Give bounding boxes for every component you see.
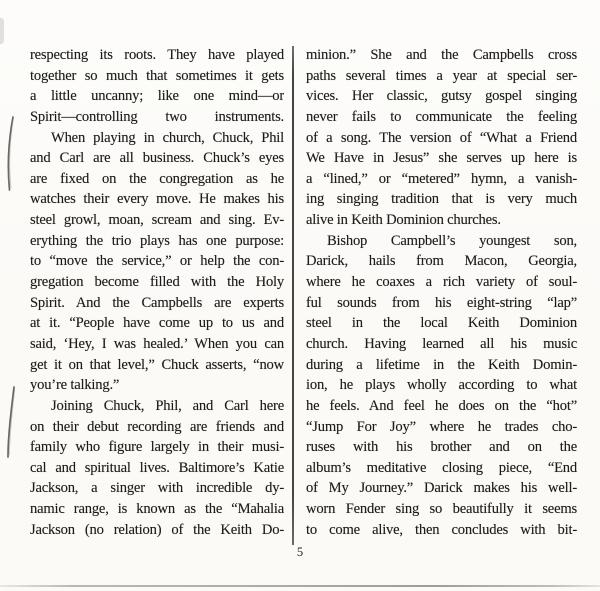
- text-line: during a lifetime in the Keith Domin-: [306, 356, 577, 373]
- text-line: a little uncanny; like one mind—or: [30, 88, 284, 105]
- scan-edge-smudge: [0, 18, 4, 44]
- text-line: a “lined,” or “metered” hymn, a vanish-: [306, 170, 577, 187]
- booklet-binding-marks-icon: [0, 0, 22, 591]
- text-line: to come alive, then concludes with bit-: [306, 521, 577, 538]
- text-line: Darick, hails from Macon, Georgia,: [306, 253, 577, 270]
- page-bottom-edge-line: [0, 585, 600, 587]
- text-line: on their debut recording are friends and: [30, 418, 284, 435]
- text-line: where he coaxes a rich variety of soul-: [306, 274, 577, 291]
- text-line: never fails to communicate the feeling: [306, 108, 577, 125]
- text-line: When playing in church, Chuck, Phil: [51, 129, 284, 146]
- text-line: cal and spiritual lives. Baltimore’s Katie: [30, 459, 284, 476]
- text-line: get it on that level,” Chuck asserts, “now: [30, 356, 284, 373]
- text-column-right: [306, 45, 577, 540]
- text-line: ion, he plays wholly according to what: [306, 377, 577, 394]
- text-line: ruses with his brother and on the: [306, 439, 577, 456]
- text-line: are fixed on the congregation as he: [30, 170, 284, 187]
- text-line: you’re talking.”: [30, 377, 120, 394]
- text-line: steel growl, moan, scream and sing. Ev-: [30, 212, 284, 229]
- text-line: of My Journey.” Darick makes his well-: [306, 480, 577, 497]
- text-line: namic range, is known as the “Mahalia: [30, 501, 284, 518]
- text-line: church. Having learned all his music: [306, 335, 577, 352]
- text-line: family who figure largely in their musi-: [30, 439, 284, 456]
- text-line: worn Fender sing so beautifully it seems: [306, 501, 577, 518]
- text-line: steel in the local Keith Dominion: [306, 315, 577, 332]
- text-line: ful sounds from his eight-string “lap”: [306, 294, 577, 311]
- text-line: respecting its roots. They have played: [30, 47, 284, 63]
- text-line: alive in Keith Dominion churches.: [306, 212, 501, 229]
- text-line: Spirit. And the Campbells are experts: [30, 294, 284, 311]
- text-line: ing singing tradition that is very much: [306, 191, 577, 208]
- text-line: Jackson (no relation) of the Keith Do-: [30, 521, 284, 538]
- text-line: vices. Her classic, gutsy gospel singing: [306, 88, 577, 105]
- column-divider-rule: [292, 46, 294, 545]
- text-line: of a song. The version of “What a Friend: [306, 129, 577, 146]
- page-number: 5: [296, 545, 304, 559]
- text-line: at it. “People have come up to us and: [30, 315, 284, 332]
- text-line: said, ‘Hey, I was healed.’ When you can: [30, 335, 284, 352]
- text-line: watches their every move. He makes his: [30, 191, 284, 208]
- text-line: Bishop Campbell’s youngest son,: [327, 232, 577, 249]
- text-line: gregation become filled with the Holy: [30, 274, 284, 291]
- text-line: album’s meditative closing piece, “End: [306, 459, 577, 476]
- text-line: and Carl are all business. Chuck’s eyes: [30, 150, 284, 167]
- text-line: “Jump For Joy” where he trades cho-: [306, 418, 577, 435]
- text-line: Joining Chuck, Phil, and Carl here: [51, 397, 284, 414]
- text-line: paths several times a year at special ser-: [306, 67, 577, 84]
- text-line: to “move the service,” or help the con-: [30, 253, 284, 270]
- text-line: We Have in Jesus” she serves up here is: [306, 150, 577, 167]
- text-column-left: [30, 45, 284, 540]
- text-line: Jackson, a singer with incredible dy-: [30, 480, 284, 497]
- text-line: he feels. And feel he does on the “hot”: [306, 397, 577, 414]
- text-line: minion.” She and the Campbells cross: [306, 47, 577, 63]
- text-line: Spirit—controlling two instruments.: [30, 108, 284, 125]
- text-line: together so much that sometimes it gets: [30, 67, 284, 84]
- text-line: erything the trio plays has one purpose:: [30, 232, 284, 249]
